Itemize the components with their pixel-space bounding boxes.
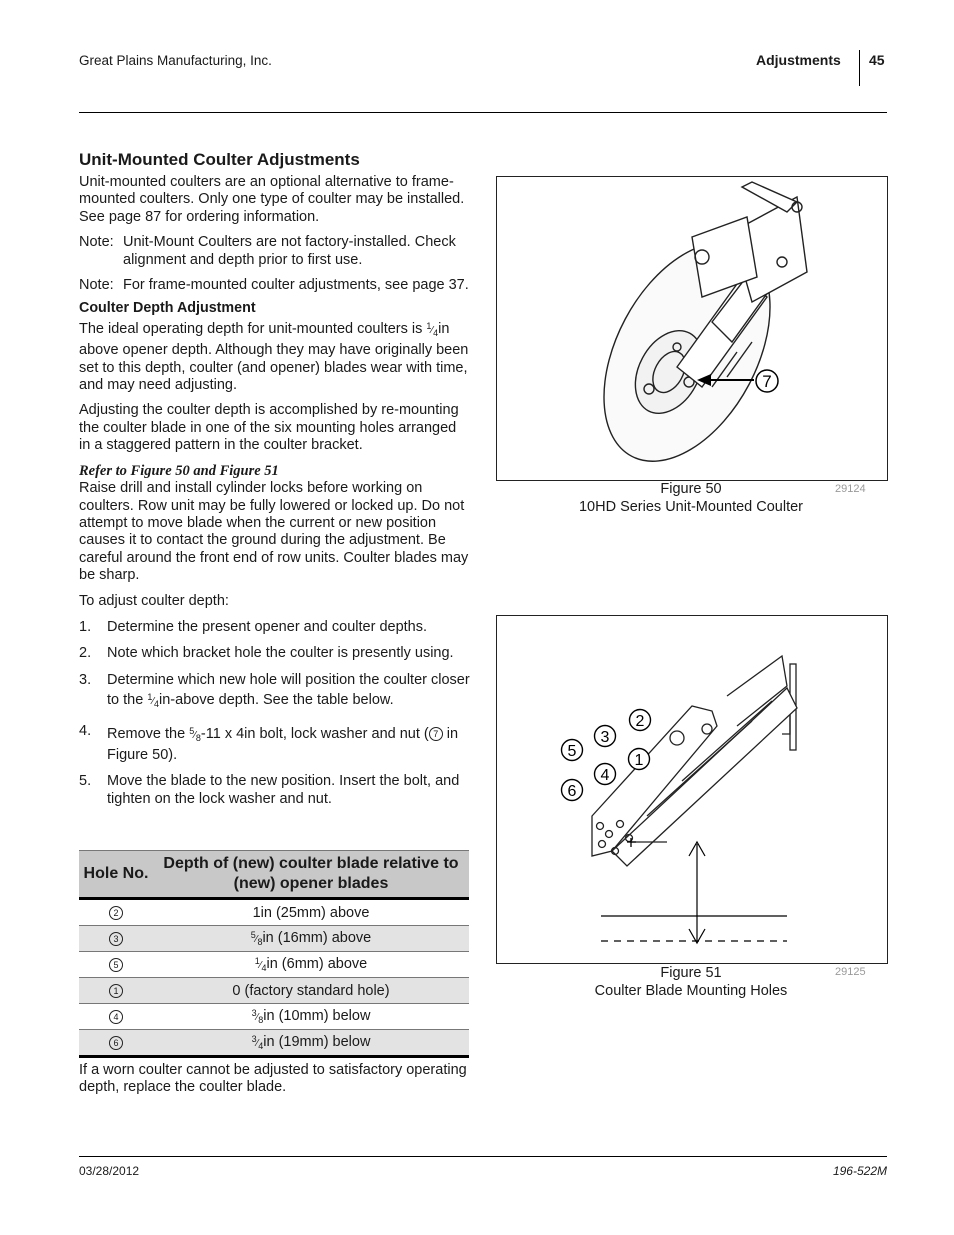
footer-doc-number: 196-522M: [832, 1164, 887, 1178]
step-text: Move the blade to the new position. Insert the bolt, and tighten on the lock washer and nut.: [107, 773, 460, 807]
hole-depth-table: [79, 850, 469, 1058]
header-company: Great Plains Manufacturing, Inc.: [79, 53, 272, 68]
depth-cell: 1in (25mm) above: [153, 899, 469, 926]
fraction: $^5⁄_8$: [189, 725, 201, 743]
step-4: [79, 723, 471, 765]
fraction: $^1⁄_4$: [426, 320, 439, 338]
table-header-hole: Hole No.: [79, 851, 153, 899]
callout-7-icon: 7: [429, 727, 443, 741]
step-2: [79, 645, 471, 662]
depth-cell: $^5⁄_8in$ (16mm) above: [153, 926, 469, 952]
closing-paragraph: If a worn coulter cannot be adjusted to satisfactory operating depth, replace the coulter blade.: [79, 1062, 467, 1096]
coulter-illustration: [497, 177, 887, 480]
hole-number: 5: [109, 958, 123, 972]
depth-cell: $^3⁄_4in$ (19mm) below: [153, 1030, 469, 1057]
note-label: Note:: [79, 277, 114, 294]
page-number: 45: [869, 52, 885, 68]
figure-50-label: Figure 50: [660, 481, 722, 497]
step-5: [79, 773, 471, 808]
figure-51-caption: Coulter Blade Mounting Holes: [594, 983, 788, 999]
step-text: Determine which new hole will position the coulter closer to the $^1⁄_4in$-above depth. See the table below.: [107, 671, 470, 710]
depth-cell: 0 (factory standard hole): [153, 978, 469, 1004]
step-text: Note which bracket hole the coulter is presently using.: [107, 645, 454, 662]
depth-cell: $^1⁄_4in$ (6mm) above: [153, 952, 469, 978]
step-text: Remove the $^5⁄_8-11$ x 4in bolt, lock washer and nut ( 7 in Figure 50).: [107, 725, 459, 763]
note-2: [79, 277, 471, 294]
text-run: The ideal operating depth for unit-mounted coulters is: [79, 320, 427, 337]
callout-5: 5: [567, 743, 577, 760]
intro-paragraph: Unit-mounted coulters are an optional alternative to frame-mounted coulters. Only one type of coulter may be installed. See page 87 for ordering information.: [79, 174, 465, 225]
left-column: [79, 174, 471, 808]
callout-7: 7: [762, 372, 772, 391]
adjust-paragraph: Adjusting the coulter depth is accomplished by re-mounting the coulter blade in one of the six mounting holes arranged in a staggered pattern in the coulter bracket.: [79, 402, 459, 454]
step-3: [79, 672, 471, 714]
depth-paragraph: [79, 318, 471, 395]
footer-rule: [79, 1156, 887, 1157]
table-header-depth: Depth of (new) coulter blade relative to (new) opener blades: [153, 851, 469, 899]
hole-number: 1: [109, 984, 123, 998]
safety-paragraph: Raise drill and install cylinder locks before working on coulters. Row unit may be fully lowered or locked up. Do not attempt to move blade when the current or new position causes it to contact the ground during the adjustment. Be careful around the front end of row units. Coulter blades may be sharp.: [79, 480, 469, 584]
mounting-holes-illustration: [497, 616, 887, 963]
header-rule: [79, 112, 887, 113]
hole-number: 6: [109, 1036, 123, 1050]
table-row: [79, 1030, 469, 1057]
footer-date: 03/28/2012: [79, 1164, 140, 1178]
callout-6: 6: [567, 783, 577, 800]
note-1: [79, 234, 471, 269]
figure-51-code: 29125: [835, 966, 866, 978]
step-1: [79, 619, 471, 636]
text-run: in above opener depth. Although they may have originally been set to this depth, coulter (and opener) blades wear with time, and may need adjusting.: [79, 320, 469, 394]
figure-50-code: 29124: [835, 483, 866, 495]
callout-4: 4: [600, 767, 610, 784]
table-row: [79, 1004, 469, 1030]
header-divider: [859, 50, 860, 86]
hole-number: 4: [109, 1010, 123, 1024]
step-number: 4.: [79, 722, 92, 739]
step-text: Determine the present opener and coulter depths.: [107, 618, 428, 635]
table-row: [79, 899, 469, 926]
step-number: 5.: [79, 773, 92, 790]
step-number: 1.: [79, 618, 92, 635]
page-title: Unit-Mounted Coulter Adjustments: [79, 150, 360, 169]
figure-51: [496, 615, 888, 964]
callout-1: 1: [634, 752, 644, 769]
subheading: Coulter Depth Adjustment: [79, 300, 256, 317]
fraction: $^1⁄_4$: [147, 692, 160, 710]
figure-50-caption: 10HD Series Unit-Mounted Coulter: [578, 499, 804, 515]
note-label: Note:: [79, 234, 114, 251]
table-row: [79, 978, 469, 1004]
note-text: For frame-mounted coulter adjustments, see page 37.: [123, 277, 469, 294]
figure-reference: Refer to Figure 50 and Figure 51: [79, 462, 279, 479]
to-adjust-line: To adjust coulter depth:: [79, 592, 229, 609]
hole-number: 2: [109, 906, 123, 920]
step-number: 3.: [79, 671, 92, 688]
step-number: 2.: [79, 645, 92, 662]
callout-3: 3: [600, 729, 610, 746]
header-section: Adjustments: [756, 52, 841, 68]
table-row: [79, 926, 469, 952]
table-row: [79, 952, 469, 978]
figure-51-label: Figure 51: [660, 965, 722, 981]
hole-number: 3: [109, 932, 123, 946]
callout-2: 2: [635, 713, 645, 730]
figure-50: [496, 176, 888, 481]
note-text: Unit-Mount Coulters are not factory-installed. Check alignment and depth prior to first use.: [123, 234, 456, 268]
depth-cell: $^3⁄_8in$ (10mm) below: [153, 1004, 469, 1030]
